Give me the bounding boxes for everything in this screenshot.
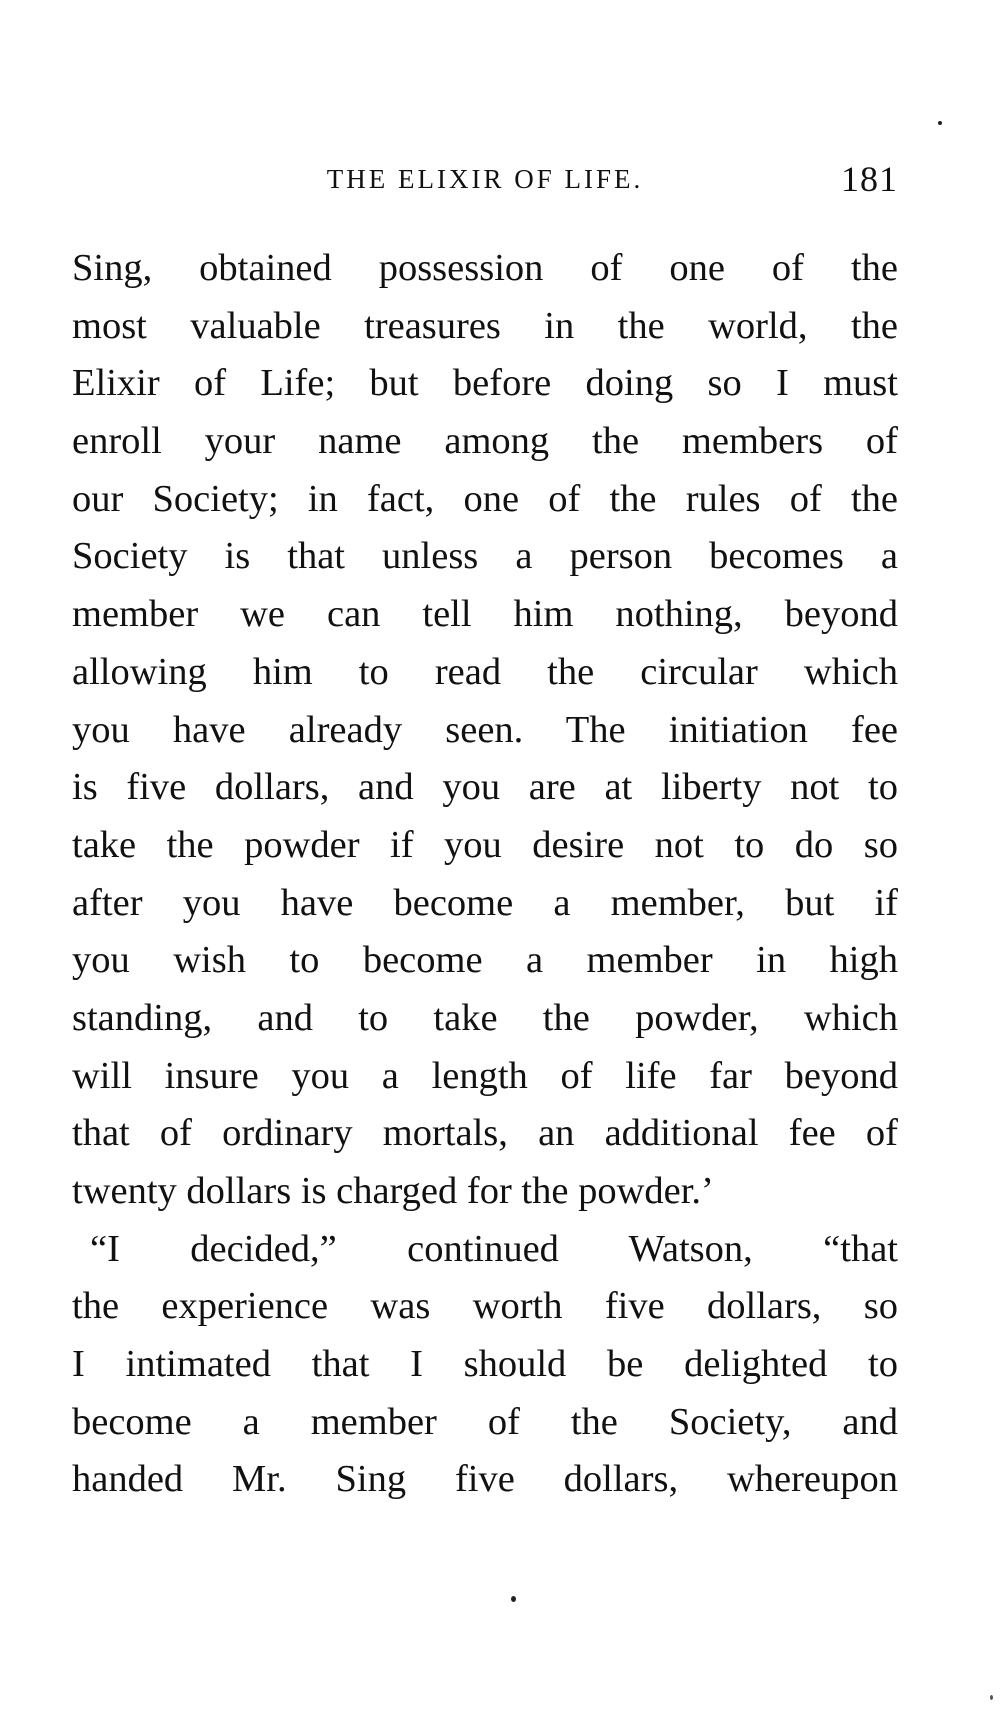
page-header (72, 158, 898, 208)
body-text (72, 240, 898, 1509)
paragraph-end-line: twenty dollars is charged for the powder.’ (72, 1170, 714, 1212)
text-line: handed Mr. Sing five dollars, whereupon (72, 1458, 898, 1501)
text-line: you wish to become a member in high (72, 939, 898, 982)
text-line: become a member of the Society, and (72, 1400, 898, 1443)
text-line: is five dollars, and you are at liberty not to (72, 766, 898, 809)
text-line: you have already seen. The initiation fee (72, 708, 898, 751)
text-line: Society is that unless a person becomes a (72, 535, 898, 578)
text-line: I intimated that I should be delighted to (72, 1343, 898, 1386)
running-title: THE ELIXIR OF LIFE. (326, 164, 644, 194)
text-line: Sing, obtained possession of one of the (72, 247, 898, 289)
text-line: Elixir of Life; but before doing so I must (72, 362, 898, 405)
text-line: will insure you a length of life far beyond (72, 1054, 898, 1097)
text-line: member we can tell him nothing, beyond (72, 593, 898, 636)
text-line: standing, and to take the powder, which (72, 996, 898, 1039)
text-line: after you have become a member, but if (72, 881, 898, 924)
text-line: that of ordinary mortals, an additional fee of (72, 1112, 898, 1155)
paragraph-start-line: “I decided,” continued Watson, “that (90, 1227, 898, 1270)
print-speck (938, 121, 942, 125)
text-line: the experience was worth five dollars, so (72, 1285, 898, 1328)
text-line: allowing him to read the circular which (72, 650, 898, 693)
text-line: take the powder if you desire not to do so (72, 823, 898, 866)
text-line: our Society; in fact, one of the rules of the (72, 477, 898, 520)
text-line: enroll your name among the members of (72, 420, 898, 463)
print-speck (511, 1596, 516, 1602)
page-number: 181 (841, 159, 898, 199)
print-speck (990, 1695, 993, 1700)
text-line: most valuable treasures in the world, the (72, 304, 898, 347)
